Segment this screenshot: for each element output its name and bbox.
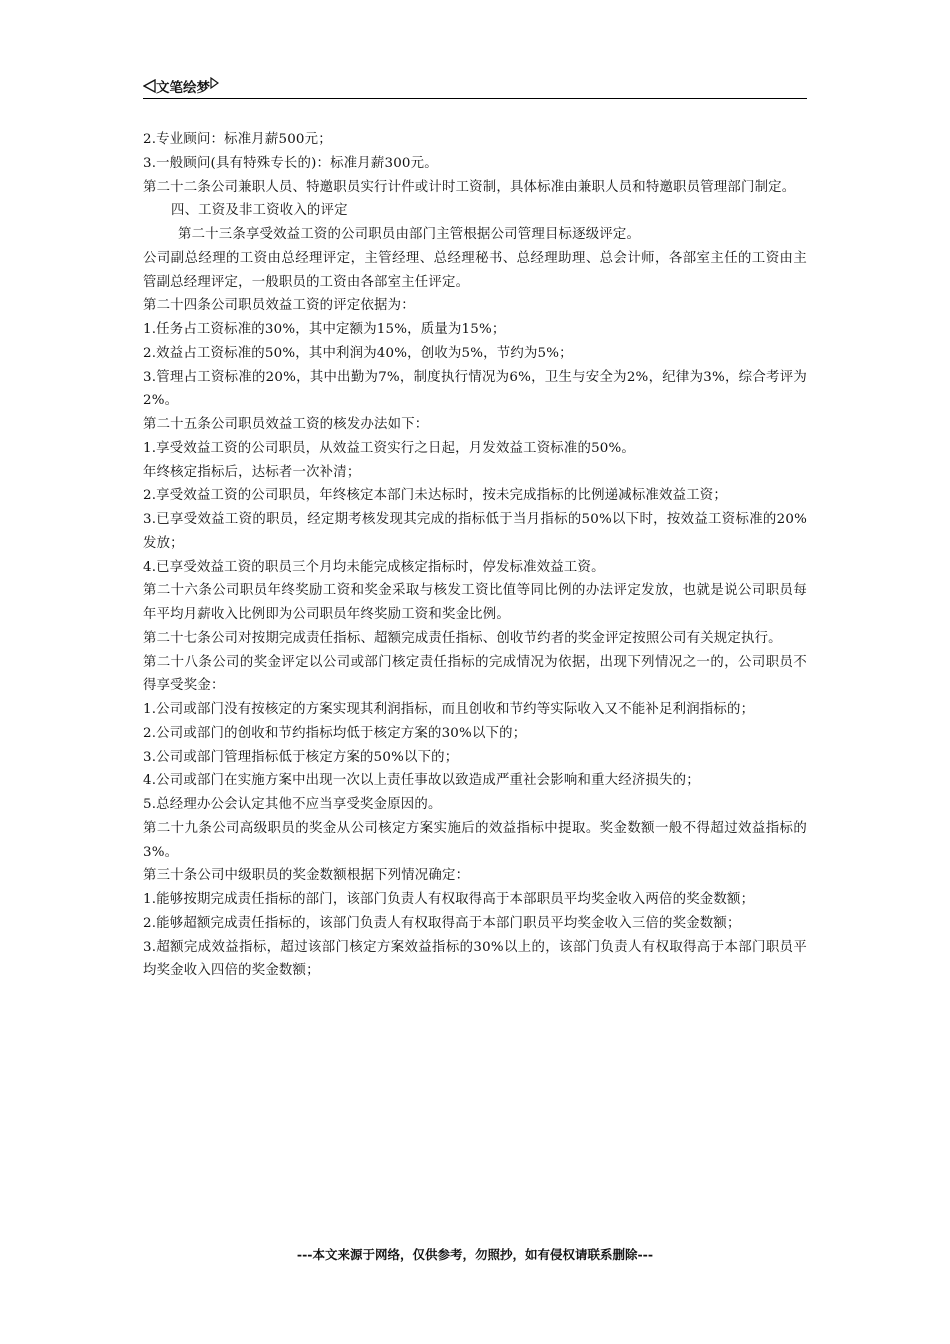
- paragraph: 3.公司或部门管理指标低于核定方案的50%以下的；: [143, 749, 459, 765]
- paragraph: 2.享受效益工资的公司职员，年终核定本部门未达标时，按未完成指标的比例递减标准效益工资；: [143, 488, 727, 504]
- paragraph: 第二十七条公司对按期完成责任指标、超额完成责任指标、创收节约者的奖金评定按照公司有关规定执行。: [143, 630, 782, 646]
- paragraph: 第二十三条享受效益工资的公司职员由部门主管根据公司管理目标逐级评定。: [178, 227, 641, 242]
- paragraph: 1.公司或部门没有按核定的方案实现其利润指标，而且创收和节约等实际收入又不能补足利润指标的；: [143, 702, 755, 717]
- paragraph: 3.已享受效益工资的职员，经定期考核发现其完成的指标低于当月指标的50%以下时，按效益工资标准的20%发放；: [143, 512, 807, 551]
- paragraph: 第三十条公司中级职员的奖金数额根据下列情况确定：: [143, 868, 470, 884]
- paragraph: 年终核定指标后，达标者一次补清；: [143, 464, 361, 480]
- paragraph: 1.享受效益工资的公司职员，从效益工资实行之日起，月发效益工资标准的50%。: [143, 440, 636, 456]
- paragraph: 公司副总经理的工资由总经理评定，主管经理、总经理秘书、总经理助理、总会计师，各部室主任的工资由主管副总经理评定，一般职员的工资由各部室主任评定。: [143, 250, 807, 290]
- paragraph: 第二十四条公司职员效益工资的评定依据为：: [143, 298, 415, 314]
- paragraph: 第二十九条公司高级职员的奖金从公司核定方案实施后的效益指标中提取。奖金数额一般不得超过效益指标的3%。: [143, 820, 807, 860]
- paragraph: 3.超额完成效益指标，超过该部门核定方案效益指标的30%以上的，该部门负责人有权取得高于本部门职员平均奖金收入四倍的奖金数额；: [143, 939, 807, 979]
- paragraph: 1.任务占工资标准的30%，其中定额为15%，质量为15%；: [143, 322, 506, 337]
- paragraph: 2.能够超额完成责任指标的，该部门负责人有权取得高于本部门职员平均奖金收入三倍的奖金数额；: [143, 915, 741, 931]
- paragraph: 3.管理占工资标准的20%，其中出勤为7%，制度执行情况为6%，卫生与安全为2%，纪律为3%，综合考评为2%。: [143, 369, 807, 409]
- paragraph: 5.总经理办公会认定其他不应当享受奖金原因的。: [143, 797, 442, 812]
- page-footer: ---本文来源于网络，仅供参考，勿照抄，如有侵权请联系删除---: [296, 1247, 654, 1262]
- paragraph: 4.已享受效益工资的职员三个月均未能完成核定指标时，停发标准效益工资。: [143, 559, 605, 575]
- paragraph: 第二十二条公司兼职人员、特邀职员实行计件或计时工资制，具体标准由兼职人员和特邀职员管理部门制定。: [143, 179, 796, 195]
- paragraph: 2.专业顾问：标准月薪500元；: [143, 132, 332, 147]
- document-body: [143, 128, 807, 983]
- section-heading: 四、工资及非工资收入的评定: [171, 203, 348, 219]
- right-triangle-icon: [210, 77, 219, 89]
- paragraph: 第二十五条公司职员效益工资的核发办法如下：: [143, 417, 429, 432]
- header-logo-text: 文笔绘梦: [156, 80, 210, 96]
- paragraph: 第二十六条公司职员年终奖励工资和奖金采取与核发工资比值等同比例的办法评定发放，也就是说公司职员每年平均月薪收入比例即为公司职员年终奖励工资和奖金比例。: [143, 583, 807, 622]
- header-logo: [143, 76, 219, 96]
- paragraph: 2.效益占工资标准的50%，其中利润为40%，创收为5%，节约为5%；: [143, 345, 573, 361]
- paragraph: 1.能够按期完成责任指标的部门，该部门负责人有权取得高于本部职员平均奖金收入两倍的奖金数额；: [143, 892, 755, 907]
- paragraph: 3.一般顾问(具有特殊专长的)：标准月薪300元。: [143, 155, 438, 171]
- left-triangle-icon: [143, 79, 156, 93]
- page-header: [143, 76, 807, 99]
- paragraph: 2.公司或部门的创收和节约指标均低于核定方案的30%以下的；: [143, 725, 527, 741]
- paragraph: 第二十八条公司的奖金评定以公司或部门核定责任指标的完成情况为依据，出现下列情况之一的，公司职员不得享受奖金：: [143, 654, 807, 694]
- paragraph: 4.公司或部门在实施方案中出现一次以上责任事故以致造成严重社会影响和重大经济损失的；: [143, 773, 700, 789]
